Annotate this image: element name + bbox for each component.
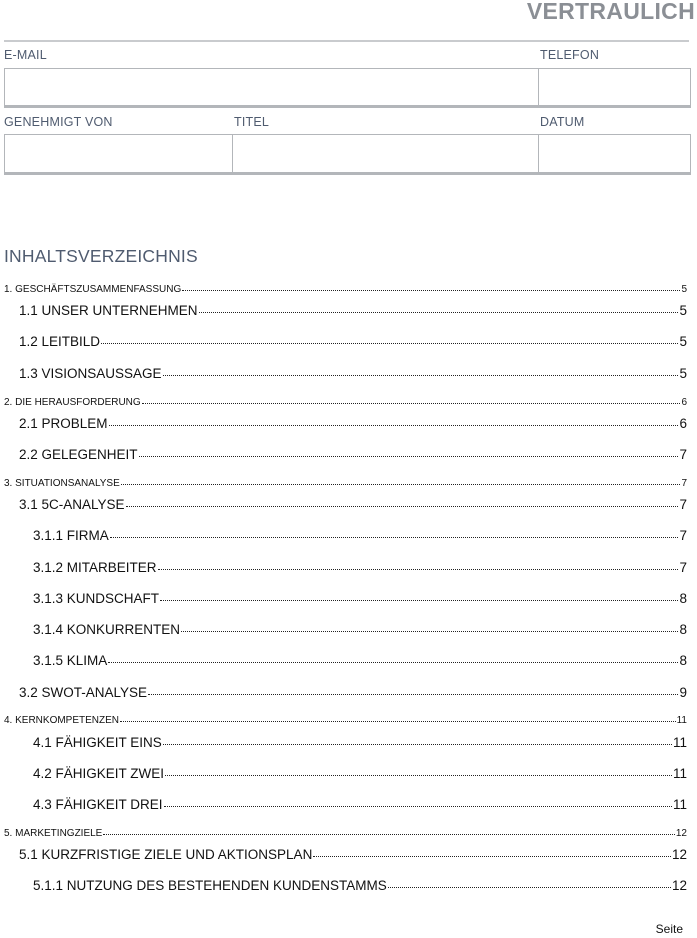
toc-leader-dots [164, 806, 672, 807]
toc-entry-page: 7 [679, 560, 687, 575]
toc-leader-dots [148, 694, 678, 695]
email-field[interactable] [4, 68, 539, 108]
toc-entry-2-1[interactable] [19, 416, 687, 431]
toc-entry-page: 7 [679, 497, 687, 512]
toc-entry-page: 5 [679, 334, 687, 349]
email-label: E-MAIL [4, 48, 47, 62]
toc-entry-5-1[interactable] [19, 847, 687, 862]
toc-entry-2[interactable] [4, 397, 687, 408]
toc-leader-dots [126, 506, 679, 507]
toc-entry-4-1[interactable] [33, 735, 687, 750]
toc-leader-dots [163, 744, 672, 745]
toc-leader-dots [388, 887, 671, 888]
toc-entry-3-1-5[interactable] [33, 653, 687, 668]
toc-entry-3-1-3[interactable] [33, 591, 687, 606]
toc-entry-text: 2.2 GELEGENHEIT [19, 447, 138, 462]
toc-entry-text: 3.1.5 KLIMA [33, 653, 108, 668]
toc-entry-page: 8 [679, 622, 687, 637]
toc-entry-page: 6 [679, 416, 687, 431]
toc-entry-page: 11 [672, 797, 687, 812]
phone-field[interactable] [538, 68, 691, 108]
toc-leader-dots [103, 834, 675, 835]
toc-entry-1[interactable] [4, 284, 687, 295]
toc-entry-text: 4. KERNKOMPETENZEN [4, 715, 120, 726]
approved-by-field[interactable] [4, 134, 233, 175]
toc-leader-dots [160, 600, 678, 601]
toc-leader-dots [142, 403, 681, 404]
toc-entry-page: 6 [681, 397, 687, 408]
toc-entry-page: 5 [679, 366, 687, 381]
toc-entry-2-2[interactable] [19, 447, 687, 462]
toc-leader-dots [121, 484, 681, 485]
toc-entry-1-2[interactable] [19, 334, 687, 349]
toc-entry-3-1-2[interactable] [33, 560, 687, 575]
toc-entry-text: 3.1 5C-ANALYSE [19, 497, 125, 512]
toc-entry-text: 3.1.1 FIRMA [33, 528, 109, 543]
toc-entry-text: 1. GESCHÄFTSZUSAMMENFASSUNG [4, 284, 182, 295]
date-field[interactable] [538, 134, 691, 175]
toc-entry-page: 11 [672, 735, 687, 750]
toc-leader-dots [163, 375, 679, 376]
confidential-label: VERTRAULICH [526, 0, 695, 24]
toc-entry-5[interactable] [4, 828, 687, 839]
toc-heading: INHALTSVERZEICHNIS [4, 246, 198, 266]
toc-entry-3[interactable] [4, 478, 687, 489]
date-label: DATUM [540, 115, 585, 129]
toc-entry-text: 4.2 FÄHIGKEIT ZWEI [33, 766, 165, 781]
toc-entry-text: 2. DIE HERAUSFORDERUNG [4, 397, 141, 408]
toc-entry-text: 3.1.3 KUNDSCHAFT [33, 591, 160, 606]
page-footer-label: Seite [655, 922, 683, 936]
toc-entry-page: 11 [672, 766, 687, 781]
toc-entry-3-1-1[interactable] [33, 528, 687, 543]
toc-leader-dots [120, 721, 676, 722]
toc-entry-text: 3.1.4 KONKURRENTEN [33, 622, 181, 637]
toc-entry-page: 12 [671, 847, 687, 862]
toc-entry-text: 5.1 KURZFRISTIGE ZIELE UND AKTIONSPLAN [19, 847, 313, 862]
toc-leader-dots [199, 312, 679, 313]
toc-entry-text: 2.1 PROBLEM [19, 416, 108, 431]
toc-entry-4[interactable] [4, 715, 687, 726]
toc-entry-text: 1.3 VISIONSAUSSAGE [19, 366, 162, 381]
header-divider [4, 40, 689, 42]
approved-by-label: GENEHMIGT VON [4, 115, 113, 129]
toc-entry-text: 3.1.2 MITARBEITER [33, 560, 157, 575]
title-label: TITEL [234, 115, 270, 129]
toc-entry-3-2[interactable] [19, 685, 687, 700]
toc-entry-page: 7 [681, 478, 687, 489]
toc-entry-page: 12 [675, 828, 687, 839]
toc-entry-text: 1.1 UNSER UNTERNEHMEN [19, 303, 198, 318]
toc-entry-3-1-4[interactable] [33, 622, 687, 637]
toc-entry-3-1[interactable] [19, 497, 687, 512]
toc-entry-text: 3.2 SWOT-ANALYSE [19, 685, 148, 700]
phone-label: TELEFON [540, 48, 600, 62]
toc-entry-text: 5.1.1 NUTZUNG DES BESTEHENDEN KUNDENSTAMMS [33, 878, 387, 893]
toc-entry-1-3[interactable] [19, 366, 687, 381]
toc-entry-page: 5 [681, 284, 687, 295]
toc-entry-page: 11 [676, 715, 687, 726]
toc-leader-dots [165, 775, 672, 776]
toc-entry-page: 8 [679, 591, 687, 606]
toc-entry-text: 3. SITUATIONSANALYSE [4, 478, 120, 489]
toc-entry-page: 9 [679, 685, 687, 700]
toc-entry-text: 4.1 FÄHIGKEIT EINS [33, 735, 162, 750]
toc-entry-text: 1.2 LEITBILD [19, 334, 101, 349]
toc-leader-dots [139, 456, 679, 457]
toc-leader-dots [181, 631, 678, 632]
toc-entry-text: 5. MARKETINGZIELE [4, 828, 103, 839]
toc-entry-5-1-1[interactable] [33, 878, 687, 893]
toc-leader-dots [313, 856, 671, 857]
toc-leader-dots [108, 662, 678, 663]
toc-entry-page: 5 [679, 303, 687, 318]
toc-leader-dots [101, 343, 678, 344]
toc-leader-dots [110, 537, 679, 538]
toc-leader-dots [158, 569, 679, 570]
toc-entry-page: 8 [679, 653, 687, 668]
toc-entry-page: 7 [679, 528, 687, 543]
toc-leader-dots [182, 290, 680, 291]
toc-entry-1-1[interactable] [19, 303, 687, 318]
toc-leader-dots [109, 425, 679, 426]
toc-entry-4-2[interactable] [33, 766, 687, 781]
toc-entry-text: 4.3 FÄHIGKEIT DREI [33, 797, 163, 812]
toc-entry-4-3[interactable] [33, 797, 687, 812]
toc-entry-page: 12 [671, 878, 687, 893]
toc-entry-page: 7 [679, 447, 687, 462]
title-field[interactable] [232, 134, 539, 175]
